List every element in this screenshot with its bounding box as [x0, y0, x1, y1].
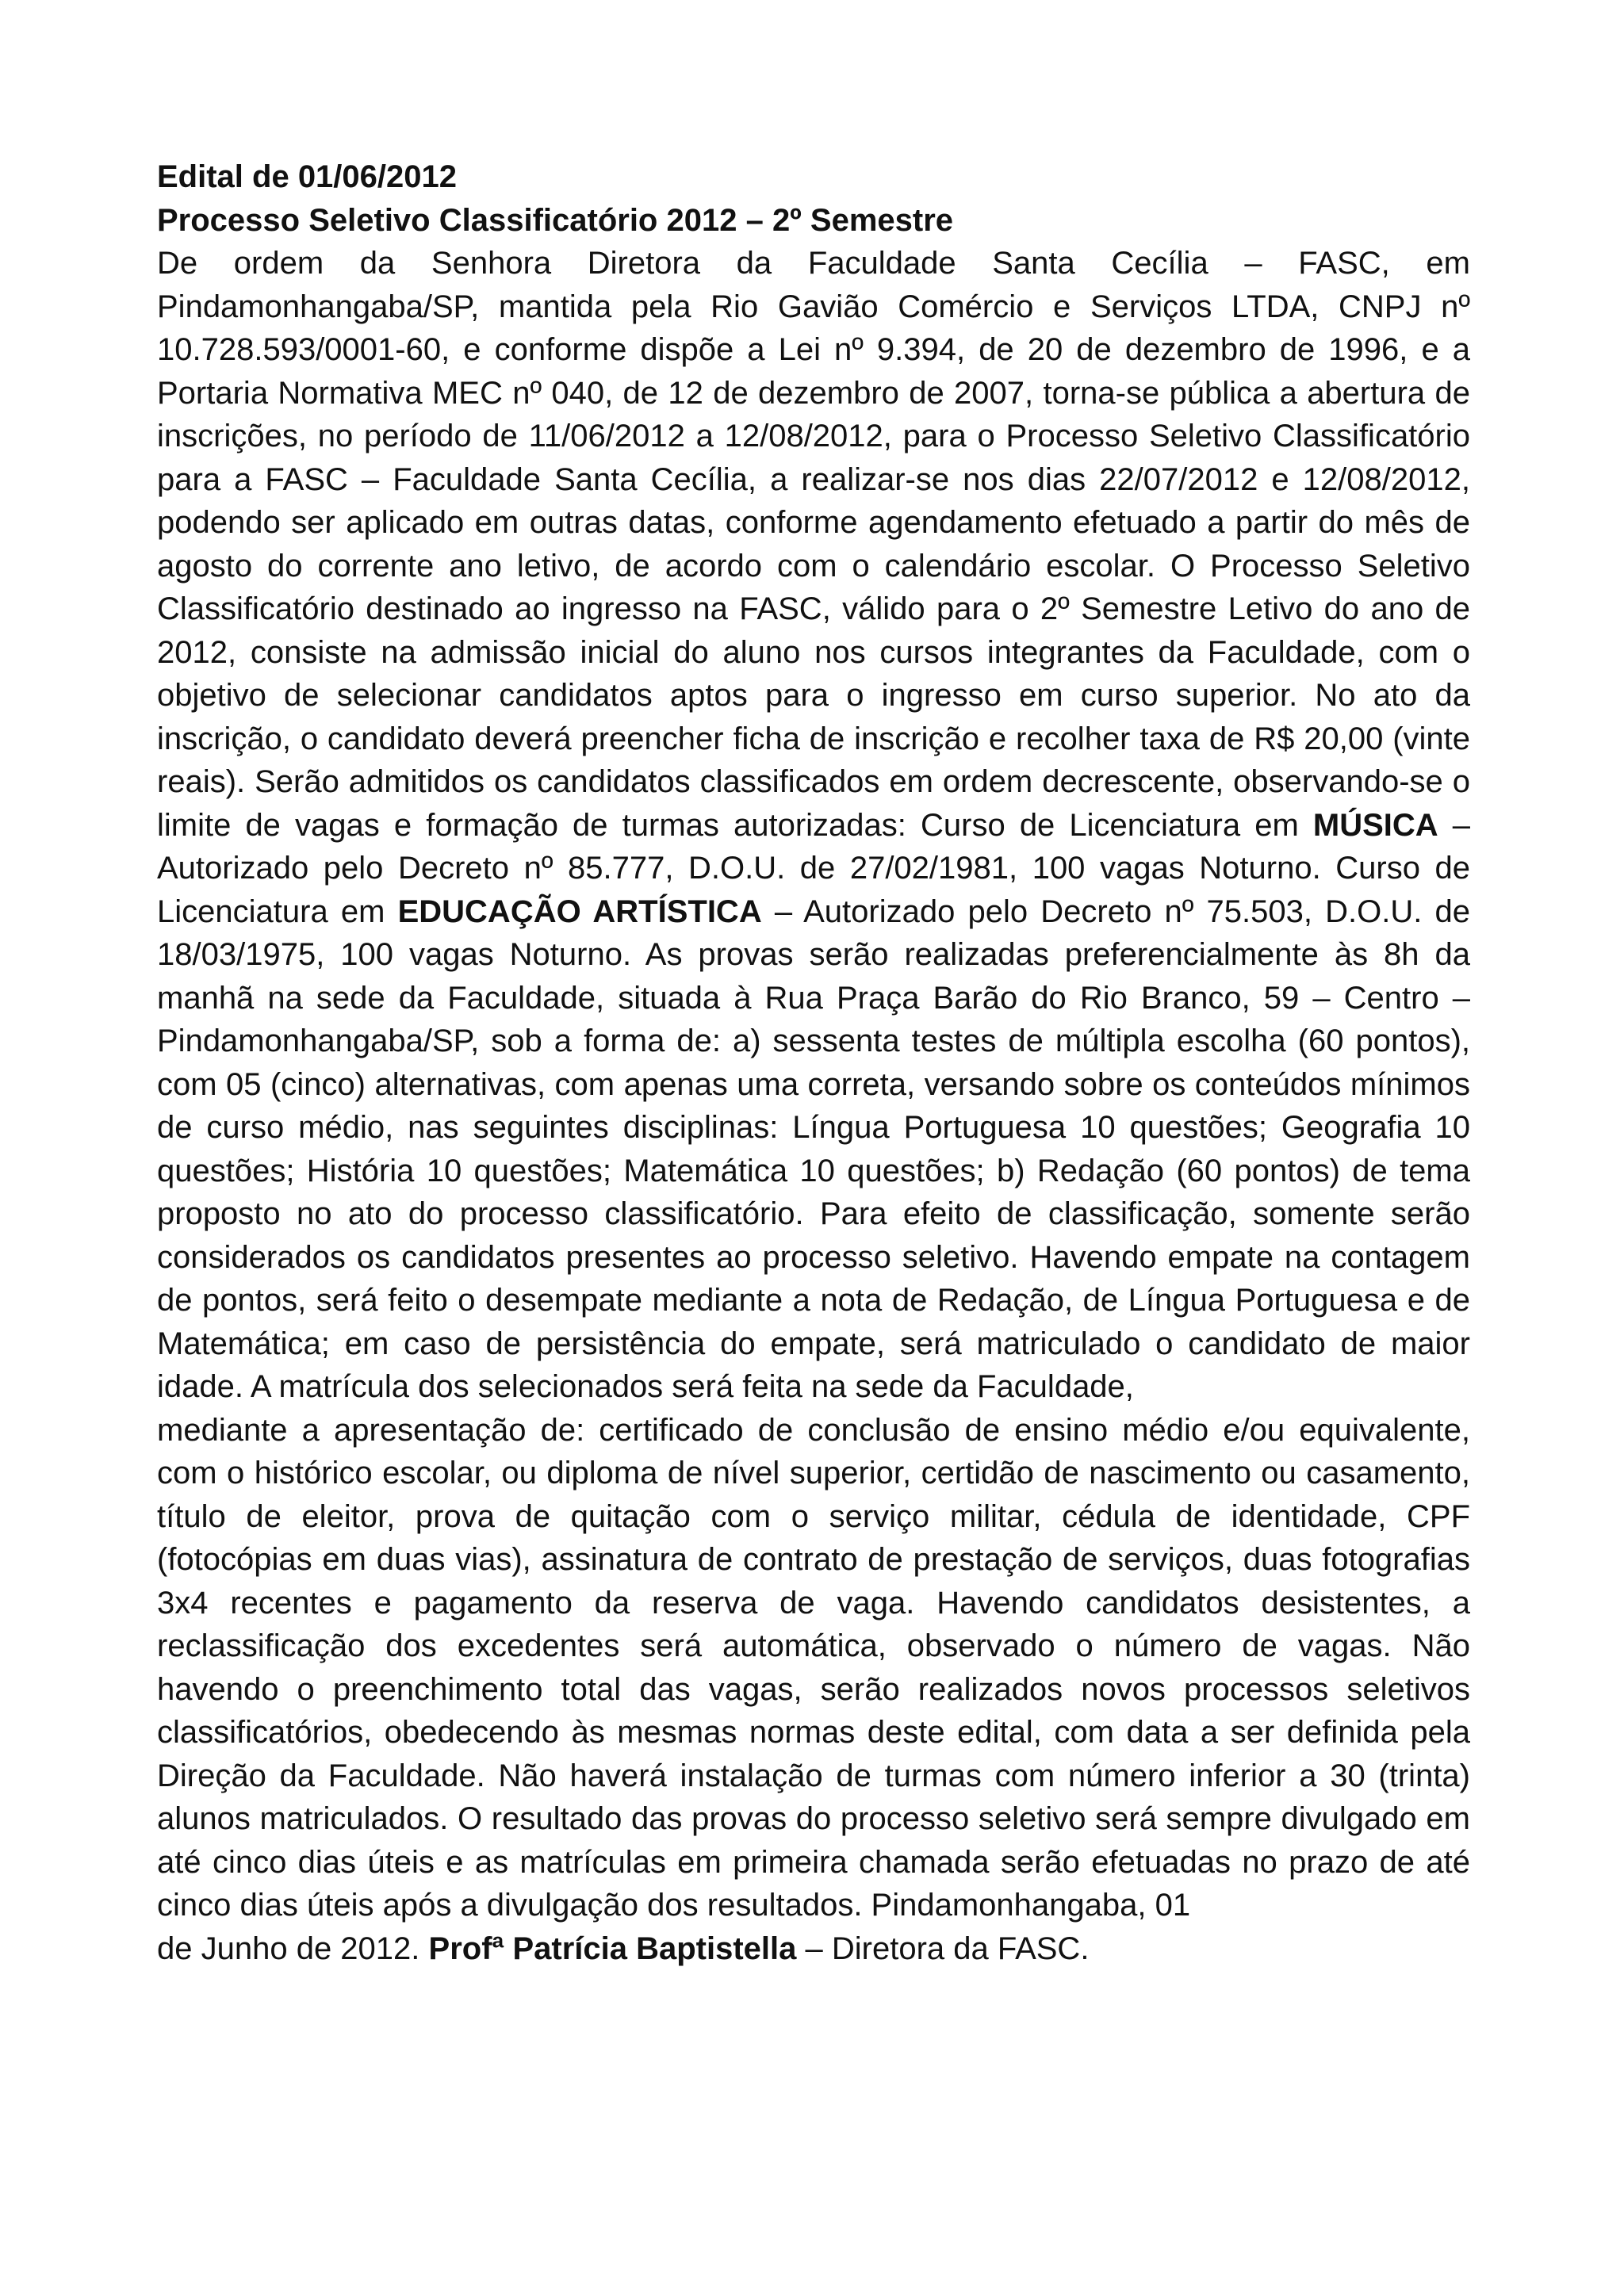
edital-paragraph-signature: [157, 1927, 1470, 1971]
edital-date-heading: Edital de 01/06/2012: [157, 159, 458, 194]
edital-paragraph-enrollment: mediante a apresentação de: certificado de conclusão de ensino médio e/ou equivalente, com o histórico escolar, ou diploma de nível superior, certidão de nascimento ou casamento, título de eleitor, prova de quitação com o serviço militar, cédula de identidade, CPF (fotocópias em duas vias), assinatura de contrato de prestação de serviços, duas fotografias 3x4 recentes e pagamento da reserva de vaga. Havendo candidatos desistentes, a reclassificação dos excedentes será automática, observado o número de vagas. Não havendo o preenchimento total das vagas, serão realizados novos processos seletivos classificatórios, obedecendo às mesmas normas deste edital, com data a ser definida pela Direção da Faculdade. Não haverá instalação de turmas com número inferior a 30 (trinta) alunos matriculados. O resultado das provas do processo seletivo será sempre divulgado em até cinco dias úteis e as matrículas em primeira chamada serão efetuadas no prazo de até cinco dias úteis após a divulgação dos resultados. Pindamonhangaba, 01: [157, 1412, 1470, 1923]
edital-paragraph-main: [157, 242, 1470, 1409]
course-name-music: MÚSICA: [1312, 807, 1438, 843]
paragraph-text: – Autorizado pelo Decreto nº 85.777, D.O.U. de 27/02/1981, 100 vagas Noturno. Curso de Licenciatura em: [157, 807, 1471, 929]
edital-subtitle-heading: Processo Seletivo Classificatório 2012 – 2º Semestre: [157, 202, 954, 238]
signer-role: – Diretora da FASC.: [796, 1931, 1090, 1966]
paragraph-text: – Autorizado pelo Decreto nº 75.503, D.O.U. de 18/03/1975, 100 vagas Noturno. As provas serão realizadas preferencialmente às 8h da manhã na sede da Faculdade, situada à Rua Praça Barão do Rio Branco, 59 – Centro – Pindamonhangaba/SP, sob a forma de: a) sessenta testes de múltipla escolha (60 pontos), com 05 (cinco) alternativas, com apenas uma correta, versando sobre os conteúdos mínimos de curso médio, nas seguintes disciplinas: Língua Portuguesa 10 questões; Geografia 10 questões; História 10 questões; Matemática 10 questões; b) Redação (60 pontos) de tema proposto no ato do processo classificatório. Para efeito de classificação, somente serão considerados os candidatos presentes ao processo seletivo. Havendo empate na contagem de pontos, será feito o desempate mediante a nota de Redação, de Língua Portuguesa e de Matemática; em caso de persistência do empate, será matriculado o candidato de maior idade. A matrícula dos selecionados será feita na sede da Faculdade,: [157, 894, 1471, 1404]
course-name-art-education: EDUCAÇÃO ARTÍSTICA: [397, 894, 762, 929]
edital-document: [157, 155, 1470, 1970]
paragraph-text: De ordem da Senhora Diretora da Faculdade Santa Cecília – FASC, em Pindamonhangaba/SP, mantida pela Rio Gavião Comércio e Serviços LTDA, CNPJ nº 10.728.593/0001-60, e conforme dispõe a Lei nº 9.394, de 20 de dezembro de 1996, e a Portaria Normativa MEC nº 040, de 12 de dezembro de 2007, torna-se pública a abertura de inscrições, no período de 11/06/2012 a 12/08/2012, para o Processo Seletivo Classificatório para a FASC – Faculdade Santa Cecília, a realizar-se nos dias 22/07/2012 e 12/08/2012, podendo ser aplicado em outras datas, conforme agendamento efetuado a partir do mês de agosto do corrente ano letivo, de acordo com o calendário escolar. O Processo Seletivo Classificatório destinado ao ingresso na FASC, válido para o 2º Semestre Letivo do ano de 2012, consiste na admissão inicial do aluno nos cursos integrantes da Faculdade, com o objetivo de selecionar candidatos aptos para o ingresso em curso superior. No ato da inscrição, o candidato deverá preencher ficha de inscrição e recolher taxa de R$ 20,00 (vinte reais). Serão admitidos os candidatos classificados em ordem decrescente, observando-se o limite de vagas e formação de turmas autorizadas: Curso de Licenciatura em: [157, 246, 1470, 843]
signature-date-text: de Junho de 2012.: [157, 1931, 429, 1966]
signer-name: Profª Patrícia Baptistella: [428, 1931, 797, 1966]
